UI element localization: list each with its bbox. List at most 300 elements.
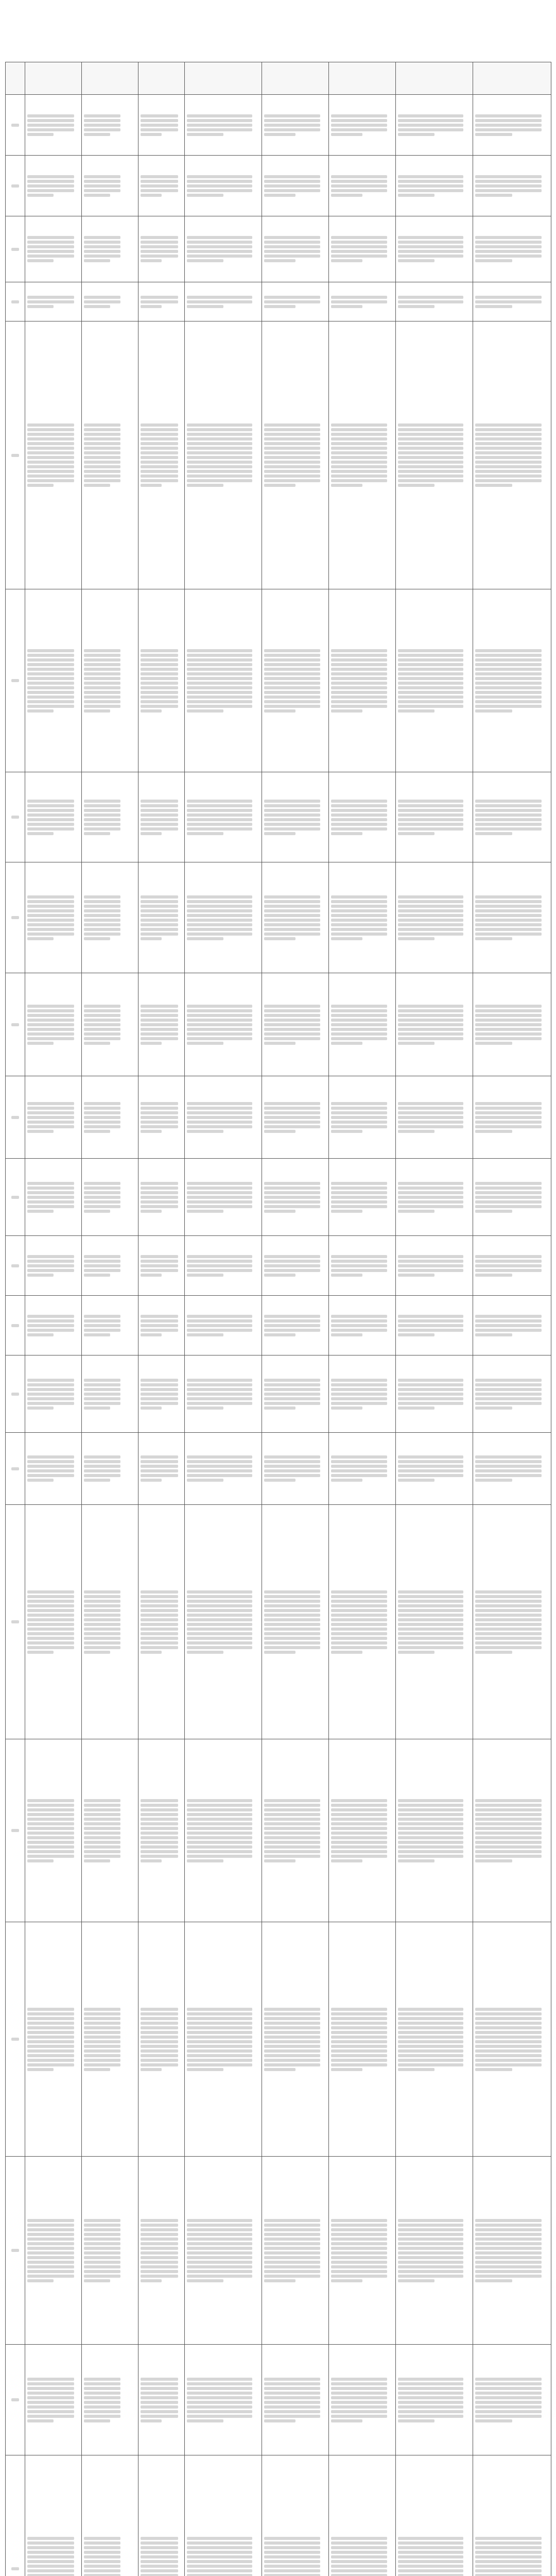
text-placeholder: [27, 809, 74, 812]
text-placeholder: [141, 827, 178, 831]
text-placeholder: [331, 1836, 387, 1839]
text-placeholder: [398, 1460, 463, 1463]
text-placeholder: [331, 1255, 387, 1258]
text-placeholder: [475, 184, 542, 188]
requirement-cell: [185, 156, 262, 216]
item-cell: [25, 772, 82, 862]
method-cell: [396, 1739, 473, 1922]
text-placeholder: [27, 928, 74, 931]
text-placeholder: [331, 905, 387, 908]
text-placeholder: [264, 1125, 320, 1128]
text-placeholder: [84, 1618, 120, 1621]
text-placeholder: [84, 2233, 120, 2236]
text-placeholder: [331, 2008, 387, 2011]
text-placeholder: [475, 1032, 542, 1036]
text-placeholder: [475, 1107, 542, 1110]
text-placeholder: [27, 1028, 74, 1031]
text-placeholder: [187, 2555, 252, 2558]
department-cell: [82, 589, 138, 772]
text-placeholder: [475, 1393, 542, 1396]
header-cell: [25, 62, 82, 95]
text-placeholder: [141, 1315, 178, 1318]
text-placeholder: [27, 437, 74, 440]
requirement-cell: [185, 1505, 262, 1739]
text-placeholder: [84, 1329, 120, 1332]
text-placeholder: [84, 895, 120, 899]
text-placeholder: [264, 180, 320, 183]
text-placeholder: [27, 709, 54, 713]
text-placeholder: [475, 1028, 542, 1031]
text-placeholder: [398, 1845, 463, 1849]
text-placeholder: [331, 1460, 387, 1463]
text-placeholder: [264, 2415, 320, 2418]
text-placeholder: [27, 2008, 74, 2011]
text-placeholder: [141, 2251, 178, 2255]
purpose-cell: [262, 95, 329, 156]
text-placeholder: [141, 937, 162, 940]
text-placeholder: [187, 2410, 252, 2413]
text-placeholder: [84, 914, 120, 917]
text-placeholder: [398, 437, 463, 440]
text-placeholder: [475, 1474, 542, 1477]
text-placeholder: [187, 1130, 223, 1133]
text-placeholder: [187, 1818, 252, 1821]
text-placeholder: [398, 1260, 463, 1263]
text-placeholder: [141, 1210, 162, 1213]
text-placeholder: [187, 937, 223, 940]
text-placeholder: [331, 804, 387, 807]
text-placeholder: [84, 128, 120, 131]
text-placeholder: [27, 658, 74, 662]
table-row: [6, 321, 551, 589]
text-placeholder: [475, 1651, 512, 1654]
text-placeholder: [264, 1200, 320, 1204]
text-placeholder: [187, 1042, 223, 1045]
text-placeholder: [331, 654, 387, 657]
requirement-cell: [185, 1433, 262, 1505]
text-placeholder: [331, 461, 387, 464]
text-placeholder: [84, 1604, 120, 1607]
text-placeholder: [84, 905, 120, 908]
text-placeholder: [84, 809, 120, 812]
text-placeholder: [475, 1465, 542, 1468]
text-placeholder: [264, 2017, 320, 2020]
text-placeholder: [84, 933, 120, 936]
text-placeholder: [475, 461, 542, 464]
text-placeholder: [187, 2565, 252, 2568]
text-placeholder: [475, 2405, 542, 2409]
text-placeholder: [84, 2555, 120, 2558]
text-placeholder: [141, 1479, 162, 1482]
text-placeholder: [331, 696, 387, 699]
text-placeholder: [264, 241, 320, 244]
text-placeholder: [141, 677, 178, 680]
text-placeholder: [331, 2022, 387, 2025]
text-placeholder: [27, 447, 74, 450]
text-placeholder: [398, 451, 463, 454]
text-placeholder: [398, 2382, 463, 2385]
text-placeholder: [84, 709, 110, 713]
text-placeholder: [84, 2063, 120, 2066]
text-placeholder: [141, 2405, 178, 2409]
text-placeholder: [84, 250, 120, 253]
text-placeholder: [141, 484, 162, 487]
text-placeholder: [475, 442, 542, 445]
text-placeholder: [187, 923, 252, 926]
text-placeholder: [187, 305, 223, 308]
text-placeholder: [141, 2401, 178, 2404]
text-placeholder: [27, 2228, 74, 2231]
text-placeholder: [331, 2401, 387, 2404]
text-placeholder: [264, 484, 296, 487]
text-placeholder: [331, 2031, 387, 2034]
text-placeholder: [187, 128, 252, 131]
text-placeholder: [187, 1465, 252, 1468]
text-placeholder: [141, 428, 178, 431]
text-placeholder: [11, 1620, 19, 1623]
text-placeholder: [331, 2036, 387, 2039]
text-placeholder: [187, 700, 252, 703]
text-placeholder: [84, 1397, 120, 1400]
text-placeholder: [475, 1818, 542, 1821]
text-placeholder: [141, 1121, 178, 1124]
table-row: [6, 1355, 551, 1433]
department-cell: [82, 282, 138, 321]
text-placeholder: [264, 2546, 320, 2549]
text-placeholder: [84, 2040, 120, 2043]
purpose-cell: [262, 1296, 329, 1355]
text-placeholder: [475, 1125, 542, 1128]
item-cell: [25, 2345, 82, 2455]
text-placeholder: [27, 1646, 74, 1649]
text-placeholder: [27, 2415, 74, 2418]
text-placeholder: [27, 456, 74, 459]
text-placeholder: [398, 2537, 463, 2540]
text-placeholder: [84, 2238, 120, 2241]
text-placeholder: [398, 1264, 463, 1267]
text-placeholder: [84, 1333, 110, 1336]
text-placeholder: [187, 423, 252, 427]
text-placeholder: [264, 2238, 320, 2241]
text-placeholder: [331, 2541, 387, 2545]
text-placeholder: [475, 2228, 542, 2231]
text-placeholder: [187, 1618, 252, 1621]
text-placeholder: [141, 2261, 178, 2264]
text-placeholder: [398, 2401, 463, 2404]
basis-cell: [138, 1159, 185, 1236]
note-cell: [473, 1076, 551, 1159]
text-placeholder: [264, 124, 320, 127]
text-placeholder: [398, 447, 463, 450]
text-placeholder: [264, 700, 320, 703]
scope-cell: [329, 1922, 396, 2157]
text-placeholder: [331, 2382, 387, 2385]
text-placeholder: [475, 1269, 542, 1272]
text-placeholder: [27, 2574, 74, 2576]
text-placeholder: [84, 668, 120, 671]
text-placeholder: [398, 2224, 463, 2227]
text-placeholder: [264, 1255, 320, 1258]
text-placeholder: [11, 454, 19, 457]
text-placeholder: [398, 658, 463, 662]
text-placeholder: [475, 2036, 542, 2039]
text-placeholder: [27, 305, 54, 308]
text-placeholder: [141, 1808, 178, 1811]
basis-cell: [138, 1355, 185, 1433]
text-placeholder: [475, 245, 542, 248]
text-placeholder: [27, 1641, 74, 1645]
text-placeholder: [27, 236, 74, 239]
text-placeholder: [84, 1651, 110, 1654]
text-placeholder: [84, 1019, 120, 1022]
table-row: [6, 216, 551, 282]
text-placeholder: [27, 2546, 74, 2549]
text-placeholder: [141, 1116, 178, 1119]
text-placeholder: [27, 1637, 74, 1640]
text-placeholder: [264, 900, 320, 903]
text-placeholder: [187, 474, 252, 478]
text-placeholder: [27, 423, 74, 427]
text-placeholder: [331, 1393, 387, 1396]
text-placeholder: [475, 456, 542, 459]
text-placeholder: [187, 1841, 252, 1844]
text-placeholder: [475, 1014, 542, 1017]
text-placeholder: [84, 1836, 120, 1839]
text-placeholder: [27, 1850, 74, 1853]
text-placeholder: [187, 818, 252, 821]
text-placeholder: [475, 2401, 542, 2404]
text-placeholder: [84, 180, 120, 183]
text-placeholder: [187, 189, 252, 192]
text-placeholder: [331, 180, 387, 183]
text-placeholder: [398, 1032, 463, 1036]
text-placeholder: [84, 1590, 120, 1594]
text-placeholder: [141, 1255, 178, 1258]
text-placeholder: [398, 663, 463, 666]
text-placeholder: [27, 1383, 74, 1386]
text-placeholder: [141, 1014, 178, 1017]
text-placeholder: [141, 1623, 178, 1626]
text-placeholder: [475, 236, 542, 239]
text-placeholder: [264, 1397, 320, 1400]
text-placeholder: [84, 1406, 110, 1410]
text-placeholder: [141, 914, 178, 917]
text-placeholder: [331, 2537, 387, 2540]
text-placeholder: [264, 1590, 320, 1594]
text-placeholder: [187, 1333, 223, 1336]
text-placeholder: [264, 1850, 320, 1853]
text-placeholder: [398, 2541, 463, 2545]
department-cell: [82, 321, 138, 589]
text-placeholder: [27, 1329, 74, 1332]
scope-cell: [329, 862, 396, 973]
text-placeholder: [141, 2040, 178, 2043]
text-placeholder: [331, 682, 387, 685]
text-placeholder: [398, 2045, 463, 2048]
text-placeholder: [11, 1467, 19, 1470]
text-placeholder: [331, 1028, 387, 1031]
text-placeholder: [84, 428, 120, 431]
text-placeholder: [331, 1818, 387, 1821]
text-placeholder: [187, 2008, 252, 2011]
text-placeholder: [27, 1600, 74, 1603]
text-placeholder: [141, 2242, 178, 2245]
text-placeholder: [141, 933, 178, 936]
text-placeholder: [84, 2256, 120, 2259]
text-placeholder: [187, 1264, 252, 1267]
text-placeholder: [331, 255, 387, 258]
text-placeholder: [398, 1121, 463, 1124]
table-row: [6, 1076, 551, 1159]
text-placeholder: [331, 2017, 387, 2020]
text-placeholder: [11, 248, 19, 251]
note-cell: [473, 2157, 551, 2345]
text-placeholder: [398, 800, 463, 803]
text-placeholder: [475, 2017, 542, 2020]
text-placeholder: [27, 1333, 54, 1336]
text-placeholder: [84, 2045, 120, 2048]
text-placeholder: [187, 2275, 252, 2278]
text-placeholder: [264, 300, 320, 303]
text-placeholder: [27, 428, 74, 431]
text-placeholder: [331, 895, 387, 899]
method-cell: [396, 1355, 473, 1433]
text-placeholder: [331, 1315, 387, 1318]
text-placeholder: [27, 2265, 74, 2268]
text-placeholder: [141, 1028, 178, 1031]
text-placeholder: [331, 2392, 387, 2395]
text-placeholder: [187, 1383, 252, 1386]
text-placeholder: [27, 2275, 74, 2278]
text-placeholder: [84, 2242, 120, 2245]
text-placeholder: [187, 928, 252, 931]
text-placeholder: [141, 2560, 178, 2563]
table-row: [6, 772, 551, 862]
text-placeholder: [84, 1855, 120, 1858]
requirement-cell: [185, 216, 262, 282]
text-placeholder: [141, 433, 178, 436]
text-placeholder: [331, 1125, 387, 1128]
department-cell: [82, 95, 138, 156]
text-placeholder: [84, 433, 120, 436]
text-placeholder: [187, 1651, 223, 1654]
text-placeholder: [331, 114, 387, 117]
text-placeholder: [84, 658, 120, 662]
text-placeholder: [84, 465, 120, 468]
text-placeholder: [398, 923, 463, 926]
text-placeholder: [84, 437, 120, 440]
text-placeholder: [84, 804, 120, 807]
text-placeholder: [398, 1595, 463, 1598]
text-placeholder: [475, 1130, 512, 1133]
text-placeholder: [141, 709, 162, 713]
text-placeholder: [398, 2017, 463, 2020]
text-placeholder: [187, 1121, 252, 1124]
text-placeholder: [264, 1042, 296, 1045]
scope-cell: [329, 216, 396, 282]
text-placeholder: [398, 686, 463, 689]
text-placeholder: [475, 814, 542, 817]
text-placeholder: [187, 1315, 252, 1318]
text-placeholder: [84, 1637, 120, 1640]
text-placeholder: [11, 2567, 19, 2570]
text-placeholder: [398, 1042, 435, 1045]
text-placeholder: [84, 1402, 120, 1405]
text-placeholder: [331, 1595, 387, 1598]
text-placeholder: [187, 1595, 252, 1598]
text-placeholder: [187, 2546, 252, 2549]
index-cell: [6, 321, 25, 589]
text-placeholder: [84, 2012, 120, 2015]
text-placeholder: [141, 686, 178, 689]
text-placeholder: [264, 2569, 320, 2572]
text-placeholder: [141, 1269, 178, 1272]
text-placeholder: [84, 2396, 120, 2399]
text-placeholder: [398, 423, 463, 427]
text-placeholder: [331, 305, 362, 308]
purpose-cell: [262, 1236, 329, 1296]
text-placeholder: [475, 479, 542, 482]
index-cell: [6, 2345, 25, 2455]
text-placeholder: [141, 1804, 178, 1807]
text-placeholder: [84, 2054, 120, 2057]
text-placeholder: [398, 914, 463, 917]
text-placeholder: [187, 691, 252, 694]
item-cell: [25, 1922, 82, 2157]
text-placeholder: [84, 1125, 120, 1128]
text-placeholder: [187, 250, 252, 253]
scope-cell: [329, 1296, 396, 1355]
text-placeholder: [84, 2541, 120, 2545]
text-placeholder: [187, 2265, 252, 2268]
text-placeholder: [27, 470, 74, 473]
text-placeholder: [141, 2049, 178, 2053]
purpose-cell: [262, 1159, 329, 1236]
text-placeholder: [264, 1646, 320, 1649]
text-placeholder: [398, 832, 435, 835]
text-placeholder: [331, 437, 387, 440]
table-row: [6, 1739, 551, 1922]
text-placeholder: [264, 470, 320, 473]
text-placeholder: [141, 1319, 178, 1323]
text-placeholder: [187, 2219, 252, 2222]
purpose-cell: [262, 321, 329, 589]
text-placeholder: [141, 236, 178, 239]
text-placeholder: [398, 175, 463, 178]
text-placeholder: [398, 1196, 463, 1199]
scope-cell: [329, 1739, 396, 1922]
text-placeholder: [187, 194, 223, 197]
text-placeholder: [141, 479, 178, 482]
text-placeholder: [84, 2565, 120, 2568]
text-placeholder: [187, 2256, 252, 2259]
text-placeholder: [398, 1818, 463, 1821]
department-cell: [82, 1076, 138, 1159]
text-placeholder: [187, 1813, 252, 1816]
text-placeholder: [84, 2265, 120, 2268]
text-placeholder: [141, 2382, 178, 2385]
text-placeholder: [475, 2261, 542, 2264]
text-placeholder: [475, 2265, 542, 2268]
text-placeholder: [264, 433, 320, 436]
text-placeholder: [398, 2265, 463, 2268]
purpose-cell: [262, 2345, 329, 2455]
text-placeholder: [331, 1614, 387, 1617]
text-placeholder: [331, 1628, 387, 1631]
text-placeholder: [187, 245, 252, 248]
method-cell: [396, 1922, 473, 2157]
text-placeholder: [398, 1804, 463, 1807]
